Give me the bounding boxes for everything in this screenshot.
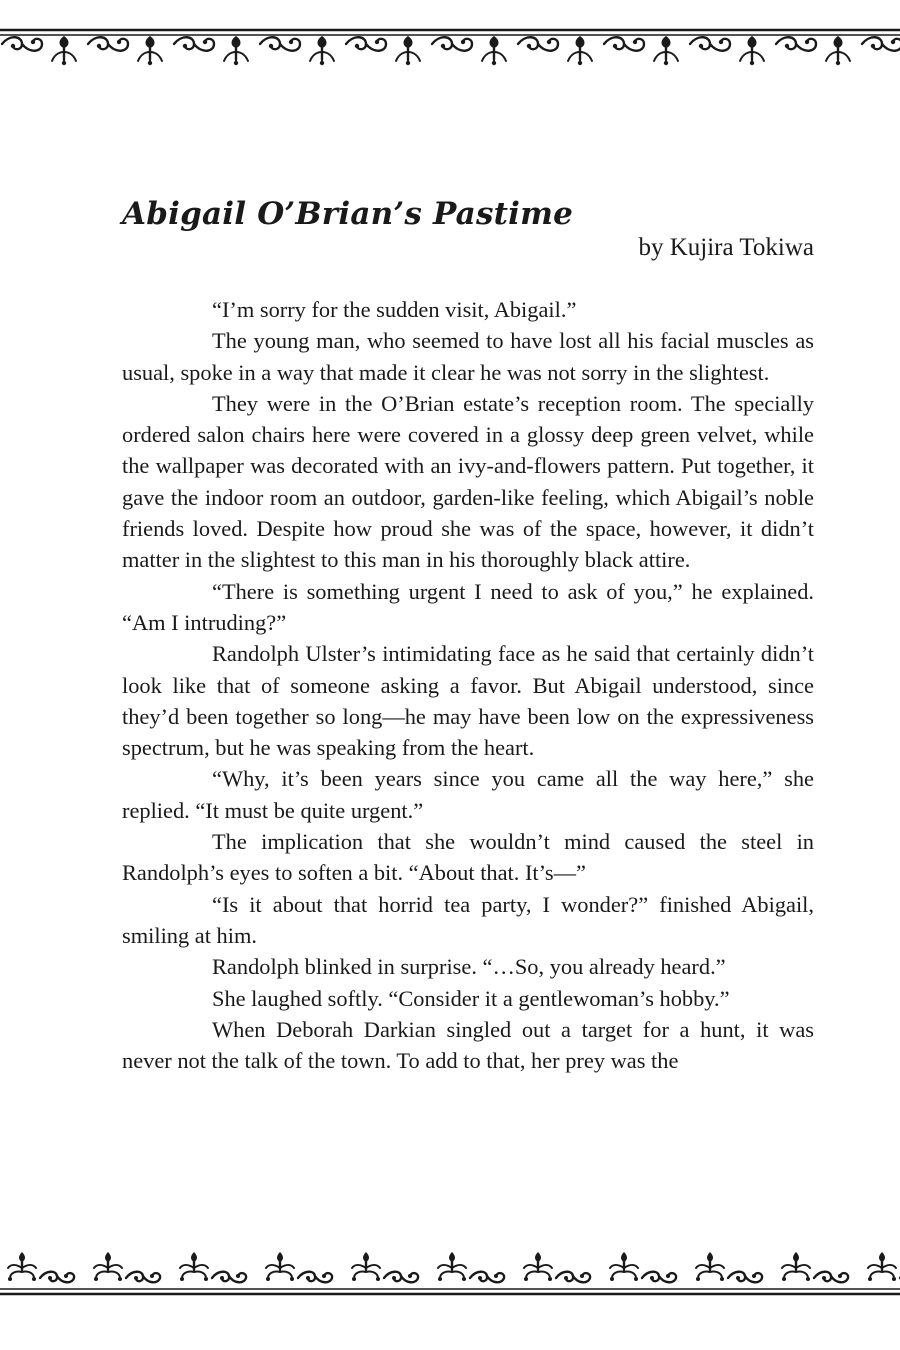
paragraph: The implication that she wouldn’t mind caused the steel in Randolph’s eyes to soften a bit. “About that. It’s—” bbox=[122, 829, 814, 886]
author-byline: by Kujira Tokiwa bbox=[638, 234, 814, 261]
paragraph: “Is it about that horrid tea party, I wonder?” finished Abigail, smiling at him. bbox=[122, 891, 814, 948]
paragraph: Randolph Ulster’s intimidating face as he said that certainly didn’t look like that of someone asking a favor. But Abigail understood, since they’d been together so long—he may have been low on the expressiveness spectrum, but he was speaking from the heart. bbox=[122, 641, 814, 761]
paragraph: The young man, who seemed to have lost all his facial muscles as usual, spoke in a way that made it clear he was not sorry in the slightest. bbox=[122, 328, 814, 385]
story-body bbox=[122, 294, 814, 1076]
paragraph: She laughed softly. “Consider it a gentlewoman’s hobby.” bbox=[212, 985, 730, 1011]
top-scroll-border bbox=[0, 26, 900, 76]
bottom-fleuron-border bbox=[0, 1248, 900, 1298]
paragraph: “I’m sorry for the sudden visit, Abigail.” bbox=[212, 297, 577, 322]
paragraph: They were in the O’Brian estate’s reception room. The specially ordered salon chairs here were covered in a glossy deep green velvet, while the wallpaper was decorated with an ivy-and-flowers pattern. Put together, it gave the indoor room an outdoor, garden-like feeling, which Abigail’s noble friends loved. Despite how proud she was of the space, however, it didn’t matter in the slightest to this man in his thoroughly black attire. bbox=[122, 390, 814, 573]
paragraph: Randolph blinked in surprise. “…So, you already heard.” bbox=[212, 954, 726, 980]
paragraph: “Why, it’s been years since you came all the way here,” she replied. “It must be quite urgent.” bbox=[122, 766, 814, 823]
paragraph: “There is something urgent I need to ask of you,” he explained. “Am I intruding?” bbox=[122, 578, 814, 635]
story-title: Abigail O’Brian’s Pastime bbox=[122, 196, 574, 232]
paragraph: When Deborah Darkian singled out a target for a hunt, it was never not the talk of the town. To add to that, her prey was the bbox=[122, 1016, 814, 1074]
